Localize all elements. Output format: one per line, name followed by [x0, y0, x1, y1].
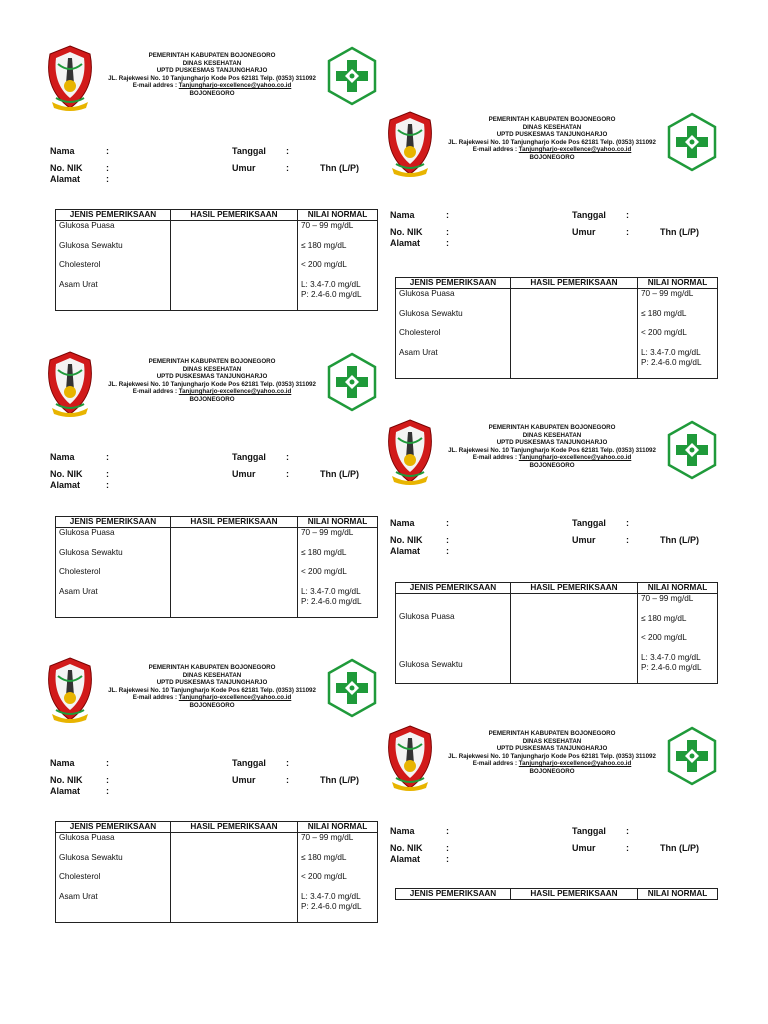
label-umur: Umur — [232, 163, 256, 173]
label-nama: Nama — [50, 758, 75, 768]
colon: : — [446, 843, 449, 853]
puskesmas-line: UPTD PUSKESMAS TANJUNGHARJO — [496, 131, 608, 139]
colon: : — [446, 854, 449, 864]
dept-line: DINAS KESEHATAN — [182, 59, 242, 67]
label-thn: Thn (L/P) — [320, 163, 359, 173]
jenis-item: Glukosa Puasa — [59, 221, 115, 230]
city-line: BOJONEGORO — [529, 153, 575, 161]
header-nilai: NILAI NORMAL — [638, 278, 718, 289]
header-nilai: NILAI NORMAL — [298, 822, 378, 833]
header-jenis: JENIS PEMERIKSAAN — [56, 517, 171, 528]
jenis-item: Glukosa Puasa — [399, 612, 455, 621]
address-line: JL. Rajekwesi No. 10 Tanjungharjo Kode Pos 62181 Telp. (0353) 311092 — [108, 380, 316, 388]
exam-table — [55, 209, 378, 311]
email-link[interactable]: Tanjungharjo-excellence@yahoo.co.id — [178, 82, 292, 90]
header-nilai: NILAI NORMAL — [638, 889, 718, 900]
label-umur: Umur — [572, 227, 596, 237]
jenis-item: Cholesterol — [59, 567, 101, 576]
label-umur: Umur — [232, 775, 256, 785]
label-alamat: Alamat — [50, 480, 81, 490]
letterhead — [432, 424, 672, 470]
email-line: E-mail addres : Tanjungharjo-excellence@yahoo.co.id — [472, 454, 632, 462]
nilai-item: 70 – 99 mg/dL — [641, 594, 694, 603]
gov-line: PEMERINTAH KABUPATEN BOJONEGORO — [148, 664, 276, 671]
nilai-item: ≤ 180 mg/dL — [641, 613, 687, 623]
puskesmas-line: UPTD PUSKESMAS TANJUNGHARJO — [156, 373, 268, 381]
label-umur: Umur — [572, 843, 596, 853]
email-link[interactable]: Tanjungharjo-excellence@yahoo.co.id — [178, 694, 292, 702]
address-line: JL. Rajekwesi No. 10 Tanjungharjo Kode Pos 62181 Telp. (0353) 311092 — [448, 752, 656, 760]
header-hasil: HASIL PEMERIKSAAN — [511, 889, 638, 900]
jenis-item: Cholesterol — [59, 260, 101, 269]
address-line: JL. Rajekwesi No. 10 Tanjungharjo Kode Pos 62181 Telp. (0353) 311092 — [448, 138, 656, 146]
dept-line: DINAS KESEHATAN — [522, 431, 582, 439]
email-link[interactable]: Tanjungharjo-excellence@yahoo.co.id — [518, 454, 632, 462]
city-line: BOJONEGORO — [529, 767, 575, 775]
colon: : — [286, 758, 289, 768]
label-alamat: Alamat — [390, 238, 421, 248]
jenis-item: Asam Urat — [59, 586, 98, 596]
nilai-item: 70 – 99 mg/dL — [301, 221, 354, 230]
label-nik: No. NIK — [50, 163, 83, 173]
city-line: BOJONEGORO — [189, 701, 235, 709]
colon: : — [286, 452, 289, 462]
exam-table — [55, 821, 378, 923]
label-tanggal: Tanggal — [572, 518, 606, 528]
label-alamat: Alamat — [390, 854, 421, 864]
gov-line: PEMERINTAH KABUPATEN BOJONEGORO — [488, 424, 616, 431]
nilai-cell — [638, 594, 718, 684]
nilai-item: ≤ 180 mg/dL — [641, 308, 687, 318]
table-row — [56, 833, 378, 923]
colon: : — [106, 146, 109, 156]
colon: : — [286, 163, 289, 173]
nilai-p: P: 2.4-6.0 mg/dL — [641, 357, 702, 367]
hasil-cell[interactable] — [171, 221, 298, 311]
nilai-l: L: 3.4-7.0 mg/dL — [301, 586, 361, 596]
letterhead — [92, 358, 332, 404]
table-header-row — [56, 210, 378, 221]
jenis-item: Cholesterol — [59, 872, 101, 881]
letterhead — [432, 730, 672, 776]
nilai-p: P: 2.4-6.0 mg/dL — [301, 289, 362, 299]
hasil-cell[interactable] — [171, 528, 298, 618]
colon: : — [106, 163, 109, 173]
colon: : — [106, 786, 109, 796]
bojonegoro-crest-icon — [44, 350, 96, 418]
colon: : — [446, 227, 449, 237]
email-line: E-mail addres : Tanjungharjo-excellence@yahoo.co.id — [132, 82, 292, 90]
label-umur: Umur — [232, 469, 256, 479]
table-row — [396, 289, 718, 379]
spacer — [399, 594, 507, 612]
label-nik: No. NIK — [50, 469, 83, 479]
table-row — [56, 221, 378, 311]
jenis-item: Glukosa Sewaktu — [59, 852, 123, 862]
jenis-item: Glukosa Sewaktu — [59, 240, 123, 250]
colon: : — [446, 518, 449, 528]
email-line: E-mail addres : Tanjungharjo-excellence@yahoo.co.id — [132, 694, 292, 702]
email-link[interactable]: Tanjungharjo-excellence@yahoo.co.id — [518, 760, 632, 768]
jenis-item: Glukosa Sewaktu — [399, 308, 463, 318]
city-line: BOJONEGORO — [529, 461, 575, 469]
jenis-cell — [56, 528, 171, 618]
nilai-p: P: 2.4-6.0 mg/dL — [301, 901, 362, 911]
header-jenis: JENIS PEMERIKSAAN — [396, 278, 511, 289]
gov-line: PEMERINTAH KABUPATEN BOJONEGORO — [148, 52, 276, 59]
nilai-item: < 200 mg/dL — [301, 260, 347, 269]
colon: : — [446, 826, 449, 836]
colon: : — [626, 227, 629, 237]
nilai-item: ≤ 180 mg/dL — [301, 547, 347, 557]
label-tanggal: Tanggal — [572, 210, 606, 220]
colon: : — [446, 238, 449, 248]
bojonegoro-crest-icon — [384, 110, 436, 178]
label-thn: Thn (L/P) — [660, 843, 699, 853]
city-line: BOJONEGORO — [189, 395, 235, 403]
nilai-item: 70 – 99 mg/dL — [301, 833, 354, 842]
jenis-item: Asam Urat — [59, 279, 98, 289]
header-nilai: NILAI NORMAL — [298, 210, 378, 221]
bojonegoro-crest-icon — [384, 418, 436, 486]
colon: : — [286, 146, 289, 156]
jenis-item: Glukosa Puasa — [59, 833, 115, 842]
colon: : — [446, 210, 449, 220]
jenis-item: Cholesterol — [399, 328, 441, 337]
header-hasil: HASIL PEMERIKSAAN — [171, 517, 298, 528]
email-line: E-mail addres : Tanjungharjo-excellence@yahoo.co.id — [132, 388, 292, 396]
nilai-item: < 200 mg/dL — [641, 328, 687, 337]
dept-line: DINAS KESEHATAN — [522, 737, 582, 745]
table-header-row — [396, 889, 718, 900]
gov-line: PEMERINTAH KABUPATEN BOJONEGORO — [488, 116, 616, 123]
colon: : — [446, 535, 449, 545]
header-hasil: HASIL PEMERIKSAAN — [171, 210, 298, 221]
label-tanggal: Tanggal — [232, 758, 266, 768]
exam-table — [395, 277, 718, 379]
jenis-item: Asam Urat — [59, 891, 98, 901]
email-line: E-mail addres : Tanjungharjo-excellence@yahoo.co.id — [472, 146, 632, 154]
dept-line: DINAS KESEHATAN — [182, 365, 242, 373]
nilai-p: P: 2.4-6.0 mg/dL — [641, 662, 702, 672]
dept-line: DINAS KESEHATAN — [522, 123, 582, 131]
letterhead — [92, 52, 332, 98]
puskesmas-line: UPTD PUSKESMAS TANJUNGHARJO — [156, 679, 268, 687]
colon: : — [106, 775, 109, 785]
label-tanggal: Tanggal — [232, 146, 266, 156]
hasil-cell[interactable] — [511, 594, 638, 684]
label-nik: No. NIK — [50, 775, 83, 785]
nilai-item — [301, 587, 374, 617]
nilai-item: < 200 mg/dL — [301, 872, 347, 881]
colon: : — [626, 518, 629, 528]
label-nama: Nama — [390, 210, 415, 220]
address-line: JL. Rajekwesi No. 10 Tanjungharjo Kode Pos 62181 Telp. (0353) 311092 — [108, 74, 316, 82]
table-header-row — [396, 583, 718, 594]
puskesmas-line: UPTD PUSKESMAS TANJUNGHARJO — [156, 67, 268, 75]
label-nama: Nama — [390, 518, 415, 528]
jenis-item: Glukosa Sewaktu — [59, 547, 123, 557]
nilai-item: ≤ 180 mg/dL — [301, 852, 347, 862]
puskesmas-line: UPTD PUSKESMAS TANJUNGHARJO — [496, 745, 608, 753]
header-hasil: HASIL PEMERIKSAAN — [511, 583, 638, 594]
nilai-l: L: 3.4-7.0 mg/dL — [301, 891, 361, 901]
jenis-item: Glukosa Puasa — [399, 289, 455, 298]
city-line: BOJONEGORO — [189, 89, 235, 97]
address-line: JL. Rajekwesi No. 10 Tanjungharjo Kode Pos 62181 Telp. (0353) 311092 — [448, 446, 656, 454]
puskesmas-logo-icon — [666, 112, 718, 172]
nilai-item — [641, 653, 714, 683]
table-row — [56, 528, 378, 618]
jenis-cell — [56, 221, 171, 311]
label-thn: Thn (L/P) — [320, 775, 359, 785]
label-alamat: Alamat — [50, 174, 81, 184]
colon: : — [446, 546, 449, 556]
jenis-item: Glukosa Sewaktu — [399, 660, 463, 669]
label-nama: Nama — [390, 826, 415, 836]
jenis-cell — [396, 289, 511, 379]
nilai-l: L: 3.4-7.0 mg/dL — [301, 279, 361, 289]
nilai-cell — [638, 289, 718, 379]
header-jenis: JENIS PEMERIKSAAN — [56, 210, 171, 221]
table-header-row — [56, 517, 378, 528]
email-line: E-mail addres : Tanjungharjo-excellence@yahoo.co.id — [472, 760, 632, 768]
bojonegoro-crest-icon — [384, 724, 436, 792]
exam-table — [395, 888, 718, 900]
exam-table — [395, 582, 718, 684]
header-nilai: NILAI NORMAL — [638, 583, 718, 594]
colon: : — [106, 480, 109, 490]
label-umur: Umur — [572, 535, 596, 545]
label-nama: Nama — [50, 146, 75, 156]
colon: : — [286, 469, 289, 479]
bojonegoro-crest-icon — [44, 656, 96, 724]
puskesmas-logo-icon — [326, 46, 378, 106]
bojonegoro-crest-icon — [44, 44, 96, 112]
header-jenis: JENIS PEMERIKSAAN — [56, 822, 171, 833]
label-thn: Thn (L/P) — [660, 227, 699, 237]
label-tanggal: Tanggal — [572, 826, 606, 836]
colon: : — [626, 210, 629, 220]
gov-line: PEMERINTAH KABUPATEN BOJONEGORO — [148, 358, 276, 365]
nilai-item: < 200 mg/dL — [301, 567, 347, 576]
header-hasil: HASIL PEMERIKSAAN — [511, 278, 638, 289]
header-jenis: JENIS PEMERIKSAAN — [396, 583, 511, 594]
letterhead — [92, 664, 332, 710]
email-link[interactable]: Tanjungharjo-excellence@yahoo.co.id — [518, 146, 632, 154]
nilai-l: L: 3.4-7.0 mg/dL — [641, 652, 701, 662]
nilai-item: 70 – 99 mg/dL — [301, 528, 354, 537]
label-tanggal: Tanggal — [232, 452, 266, 462]
nilai-item: 70 – 99 mg/dL — [641, 289, 694, 298]
nilai-l: L: 3.4-7.0 mg/dL — [641, 347, 701, 357]
colon: : — [106, 174, 109, 184]
puskesmas-logo-icon — [666, 726, 718, 786]
puskesmas-logo-icon — [326, 658, 378, 718]
label-nik: No. NIK — [390, 535, 423, 545]
label-alamat: Alamat — [50, 786, 81, 796]
label-thn: Thn (L/P) — [660, 535, 699, 545]
colon: : — [286, 775, 289, 785]
label-thn: Thn (L/P) — [320, 469, 359, 479]
label-nik: No. NIK — [390, 227, 423, 237]
table-header-row — [56, 822, 378, 833]
colon: : — [626, 535, 629, 545]
hasil-cell[interactable] — [511, 289, 638, 379]
header-hasil: HASIL PEMERIKSAAN — [171, 822, 298, 833]
label-nik: No. NIK — [390, 843, 423, 853]
nilai-cell — [298, 221, 378, 311]
colon: : — [626, 826, 629, 836]
nilai-item — [301, 892, 374, 922]
nilai-item — [301, 280, 374, 310]
exam-table — [55, 516, 378, 618]
nilai-item — [641, 348, 714, 378]
nilai-cell — [298, 833, 378, 923]
dept-line: DINAS KESEHATAN — [182, 671, 242, 679]
colon: : — [626, 843, 629, 853]
colon: : — [106, 758, 109, 768]
jenis-item: Asam Urat — [399, 347, 438, 357]
header-nilai: NILAI NORMAL — [298, 517, 378, 528]
puskesmas-logo-icon — [326, 352, 378, 412]
nilai-p: P: 2.4-6.0 mg/dL — [301, 596, 362, 606]
jenis-cell — [56, 833, 171, 923]
nilai-item: < 200 mg/dL — [641, 633, 687, 642]
header-jenis: JENIS PEMERIKSAAN — [396, 889, 511, 900]
nilai-item: ≤ 180 mg/dL — [301, 240, 347, 250]
jenis-cell — [396, 594, 511, 684]
jenis-item: Glukosa Puasa — [59, 528, 115, 537]
letterhead — [432, 116, 672, 162]
gov-line: PEMERINTAH KABUPATEN BOJONEGORO — [488, 730, 616, 737]
label-alamat: Alamat — [390, 546, 421, 556]
email-link[interactable]: Tanjungharjo-excellence@yahoo.co.id — [178, 388, 292, 396]
colon: : — [106, 452, 109, 462]
colon: : — [106, 469, 109, 479]
address-line: JL. Rajekwesi No. 10 Tanjungharjo Kode Pos 62181 Telp. (0353) 311092 — [108, 686, 316, 694]
puskesmas-line: UPTD PUSKESMAS TANJUNGHARJO — [496, 439, 608, 447]
table-header-row — [396, 278, 718, 289]
hasil-cell[interactable] — [171, 833, 298, 923]
table-row — [396, 594, 718, 684]
puskesmas-logo-icon — [666, 420, 718, 480]
label-nama: Nama — [50, 452, 75, 462]
nilai-cell — [298, 528, 378, 618]
